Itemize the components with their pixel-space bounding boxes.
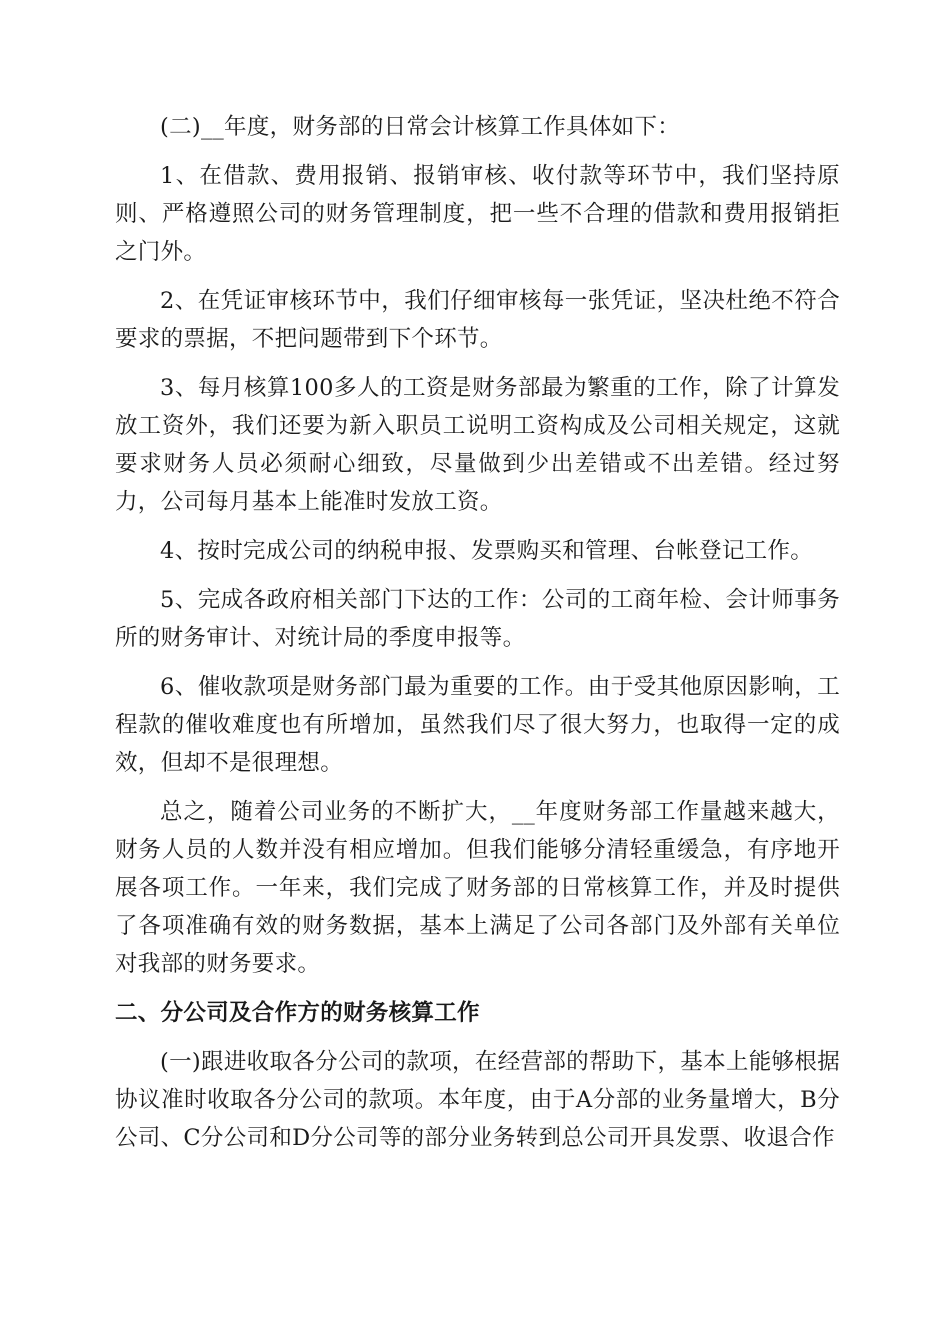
paragraph-item-3: 3、每月核算100多人的工资是财务部最为繁重的工作，除了计算发放工资外，我们还要为新入职员工说明工资构成及公司相关规定，这就要求财务人员必须耐心细致，尽量做到少出差错或不出差错。经过努力，公司每月基本上能准时发放工资。 [115,375,840,515]
paragraph-item-6: 6、催收款项是财务部门最为重要的工作。由于受其他原因影响，工程款的催收难度也有所增加，虽然我们尽了很大努力，也取得一定的成效，但却不是很理想。 [115,674,840,776]
paragraph-intro: (二)__年度，财务部的日常会计核算工作具体如下： [160,114,681,140]
paragraph-summary: 总之，随着公司业务的不断扩大，__年度财务部工作量越来越大，财务人员的人数并没有相应增加。但我们能够分清轻重缓急，有序地开展各项工作。一年来，我们完成了财务部的日常核算工作，并及时提供了各项准确有效的财务数据，基本上满足了公司各部门及外部有关单位对我部的财务要求。 [115,799,840,977]
section-heading: 二、分公司及合作方的财务核算工作 [115,1000,480,1026]
paragraph-item-4: 4、按时完成公司的纳税申报、发票购买和管理、台帐登记工作。 [160,538,814,564]
paragraph-item-1: 1、在借款、费用报销、报销审核、收付款等环节中，我们坚持原则、严格遵照公司的财务管理制度，把一些不合理的借款和费用报销拒之门外。 [115,163,840,265]
paragraph-section-1: (一)跟进收取各分公司的款项，在经营部的帮助下，基本上能够根据协议准时收取各分公司的款项。本年度，由于A分部的业务量增大，B分公司、C分公司和D分公司等的部分业务转到总公司开具发票、收退合作 [115,1049,840,1151]
paragraph-item-5: 5、完成各政府相关部门下达的工作：公司的工商年检、会计师事务所的财务审计、对统计局的季度申报等。 [115,587,840,651]
paragraph-item-2: 2、在凭证审核环节中，我们仔细审核每一张凭证，坚决杜绝不符合要求的票据，不把问题带到下个环节。 [115,288,840,352]
document-body [115,108,840,1168]
